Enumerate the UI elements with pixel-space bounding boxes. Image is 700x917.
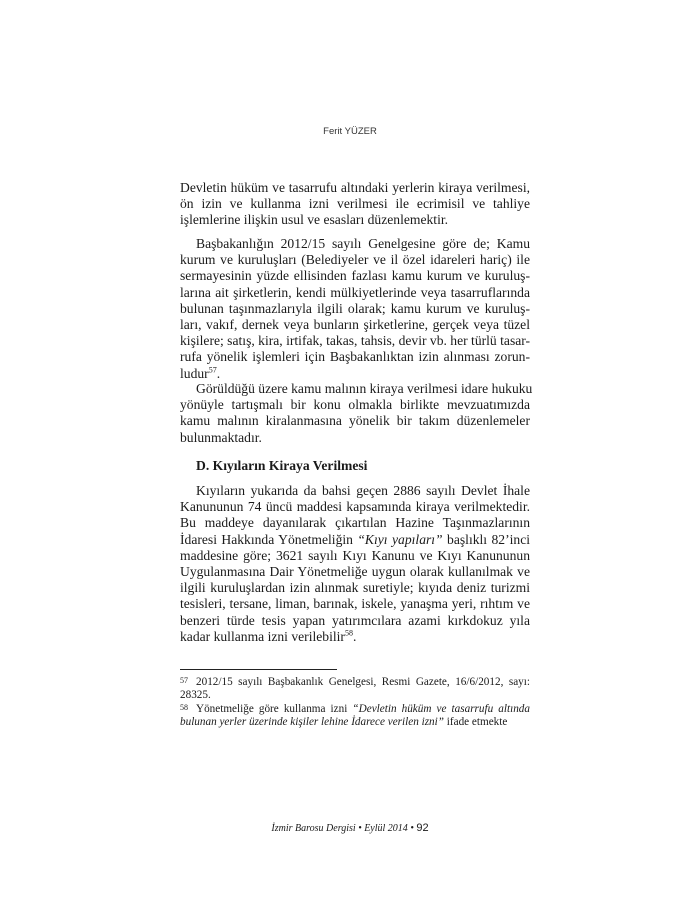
separator: • bbox=[410, 823, 414, 834]
footnote-number: 58 bbox=[180, 703, 188, 712]
paragraph bbox=[180, 381, 533, 446]
text-span: . bbox=[352, 628, 357, 644]
text-line: Kanununun 74 üncü maddesi kapsamında kiraya verilmektedir. bbox=[180, 499, 530, 515]
paragraph bbox=[180, 236, 530, 382]
text-span: ifade etmekte bbox=[443, 716, 508, 728]
text-line: rufa yönelik işlemleri için Başbakanlıktan izin alınması zorun- bbox=[180, 349, 530, 365]
text-line: larına ait şirketlerin, kendi mülkiyetlerinde veya tasarruflarında bbox=[180, 284, 530, 300]
text-line: yönüyle tartışmalı bir konu olmakla birlikte mevzuatımızda bbox=[180, 397, 530, 413]
italic-text: “Kıyı yapıları” bbox=[357, 531, 443, 547]
text-line bbox=[180, 716, 530, 729]
text-line: ları, vakıf, dernek veya bunların şirketlerine, gerçek veya tüzel bbox=[180, 317, 530, 333]
paragraph bbox=[180, 180, 530, 229]
text-line: Devletin hüküm ve tasarrufu altındaki yerlerin kiraya verilmesi, bbox=[180, 180, 530, 195]
italic-text: bulunan yerler üzerinde kişiler lehine İdarece verilen izni” bbox=[180, 716, 444, 728]
text-line bbox=[180, 532, 530, 548]
text-line: Başbakanlığın 2012/15 sayılı Genelgesine göre de; Kamu bbox=[196, 236, 530, 251]
footnote-58 bbox=[180, 703, 530, 729]
text-line: benzeri türde tesis yapan yatırımcılara azami kırkdokuz yıla bbox=[180, 612, 530, 628]
text-line: maddesine göre; 3621 sayılı Kıyı Kanunu ve Kıyı Kanununun bbox=[180, 547, 530, 563]
text-line: Görüldüğü üzere kamu malının kiraya verilmesi idare hukuku bbox=[196, 381, 533, 396]
footnote-number: 57 bbox=[180, 676, 188, 685]
text-line: Uygulanmasına Dair Yönetmeliğe uygun olarak kullanılmak ve bbox=[180, 564, 530, 580]
text-line: 28325. bbox=[180, 689, 211, 701]
page-number: 92 bbox=[416, 822, 429, 834]
text-line: kurum ve kuruluşları (Belediyeler ve il özel idareleri hariç) ile bbox=[180, 252, 530, 268]
text-span: kadar kullanma izni verilebilir bbox=[180, 628, 345, 644]
text-line: ön izin ve kullanma izni verilmesi ile ecrimisil ve tahliye bbox=[180, 196, 530, 212]
journal-name: İzmir Barosu Dergisi bbox=[271, 823, 356, 834]
italic-text: “Devletin hüküm ve tasarrufu altında bbox=[352, 703, 530, 715]
text-line: Kıyıların yukarıda da bahsi geçen 2886 sayılı Devlet İhale bbox=[196, 483, 530, 498]
text-span: İdaresi Hakkında Yönetmeliğin bbox=[180, 531, 358, 547]
text-line: sermayesinin yüzde ellisinden fazlası kamu kurum ve kuruluş- bbox=[180, 268, 530, 284]
text-line: tesisleri, tersane, liman, barınak, iskele, yanaşma yeri, rıhtım ve bbox=[180, 596, 530, 612]
separator: • bbox=[358, 823, 362, 834]
text-line: işlemlerine ilişkin usul ve esasları düzenlemektir. bbox=[180, 212, 449, 228]
text-line bbox=[180, 629, 530, 645]
text-line bbox=[180, 366, 530, 382]
text-line bbox=[196, 703, 530, 716]
page-footer bbox=[0, 822, 700, 834]
text-line: Bu maddeye dayanılarak çıkartılan Hazine Taşınmazlarının bbox=[180, 515, 530, 531]
footnote-ref: 57 bbox=[208, 365, 217, 375]
footnote-separator bbox=[180, 669, 337, 670]
text-line: ilgili kuruluşlardan izin alınmak suretiyle; kıyıda deniz turizmi bbox=[180, 580, 530, 596]
footnote-57 bbox=[180, 676, 530, 702]
paragraph bbox=[180, 483, 530, 645]
text-span: başlıklı 82’inci bbox=[442, 531, 531, 547]
text-line: kamu malının kiralanmasına yönelik bir takım düzenlemeler bbox=[180, 413, 530, 429]
section-heading: D. Kıyıların Kiraya Verilmesi bbox=[196, 458, 368, 473]
text-span: ludur bbox=[180, 365, 209, 381]
footnote-ref: 58 bbox=[344, 628, 353, 638]
issue-date: Eylül 2014 bbox=[364, 823, 408, 834]
text-line: kişilere; satış, kira, irtifak, takas, tahsis, devir vb. her türlü tasar- bbox=[180, 333, 531, 349]
text-span: . bbox=[216, 365, 221, 381]
running-header-author: Ferit YÜZER bbox=[323, 126, 377, 137]
text-span: Yönetmeliğe göre kullanma izni bbox=[196, 703, 353, 715]
text-line: bulunan taşınmazlarıyla ilgili olarak; kamu kurum ve kuruluş- bbox=[180, 300, 530, 316]
text-line: bulunmaktadır. bbox=[180, 429, 262, 445]
text-line: 2012/15 sayılı Başbakanlık Genelgesi, Resmi Gazete, 16/6/2012, sayı: bbox=[196, 676, 530, 688]
